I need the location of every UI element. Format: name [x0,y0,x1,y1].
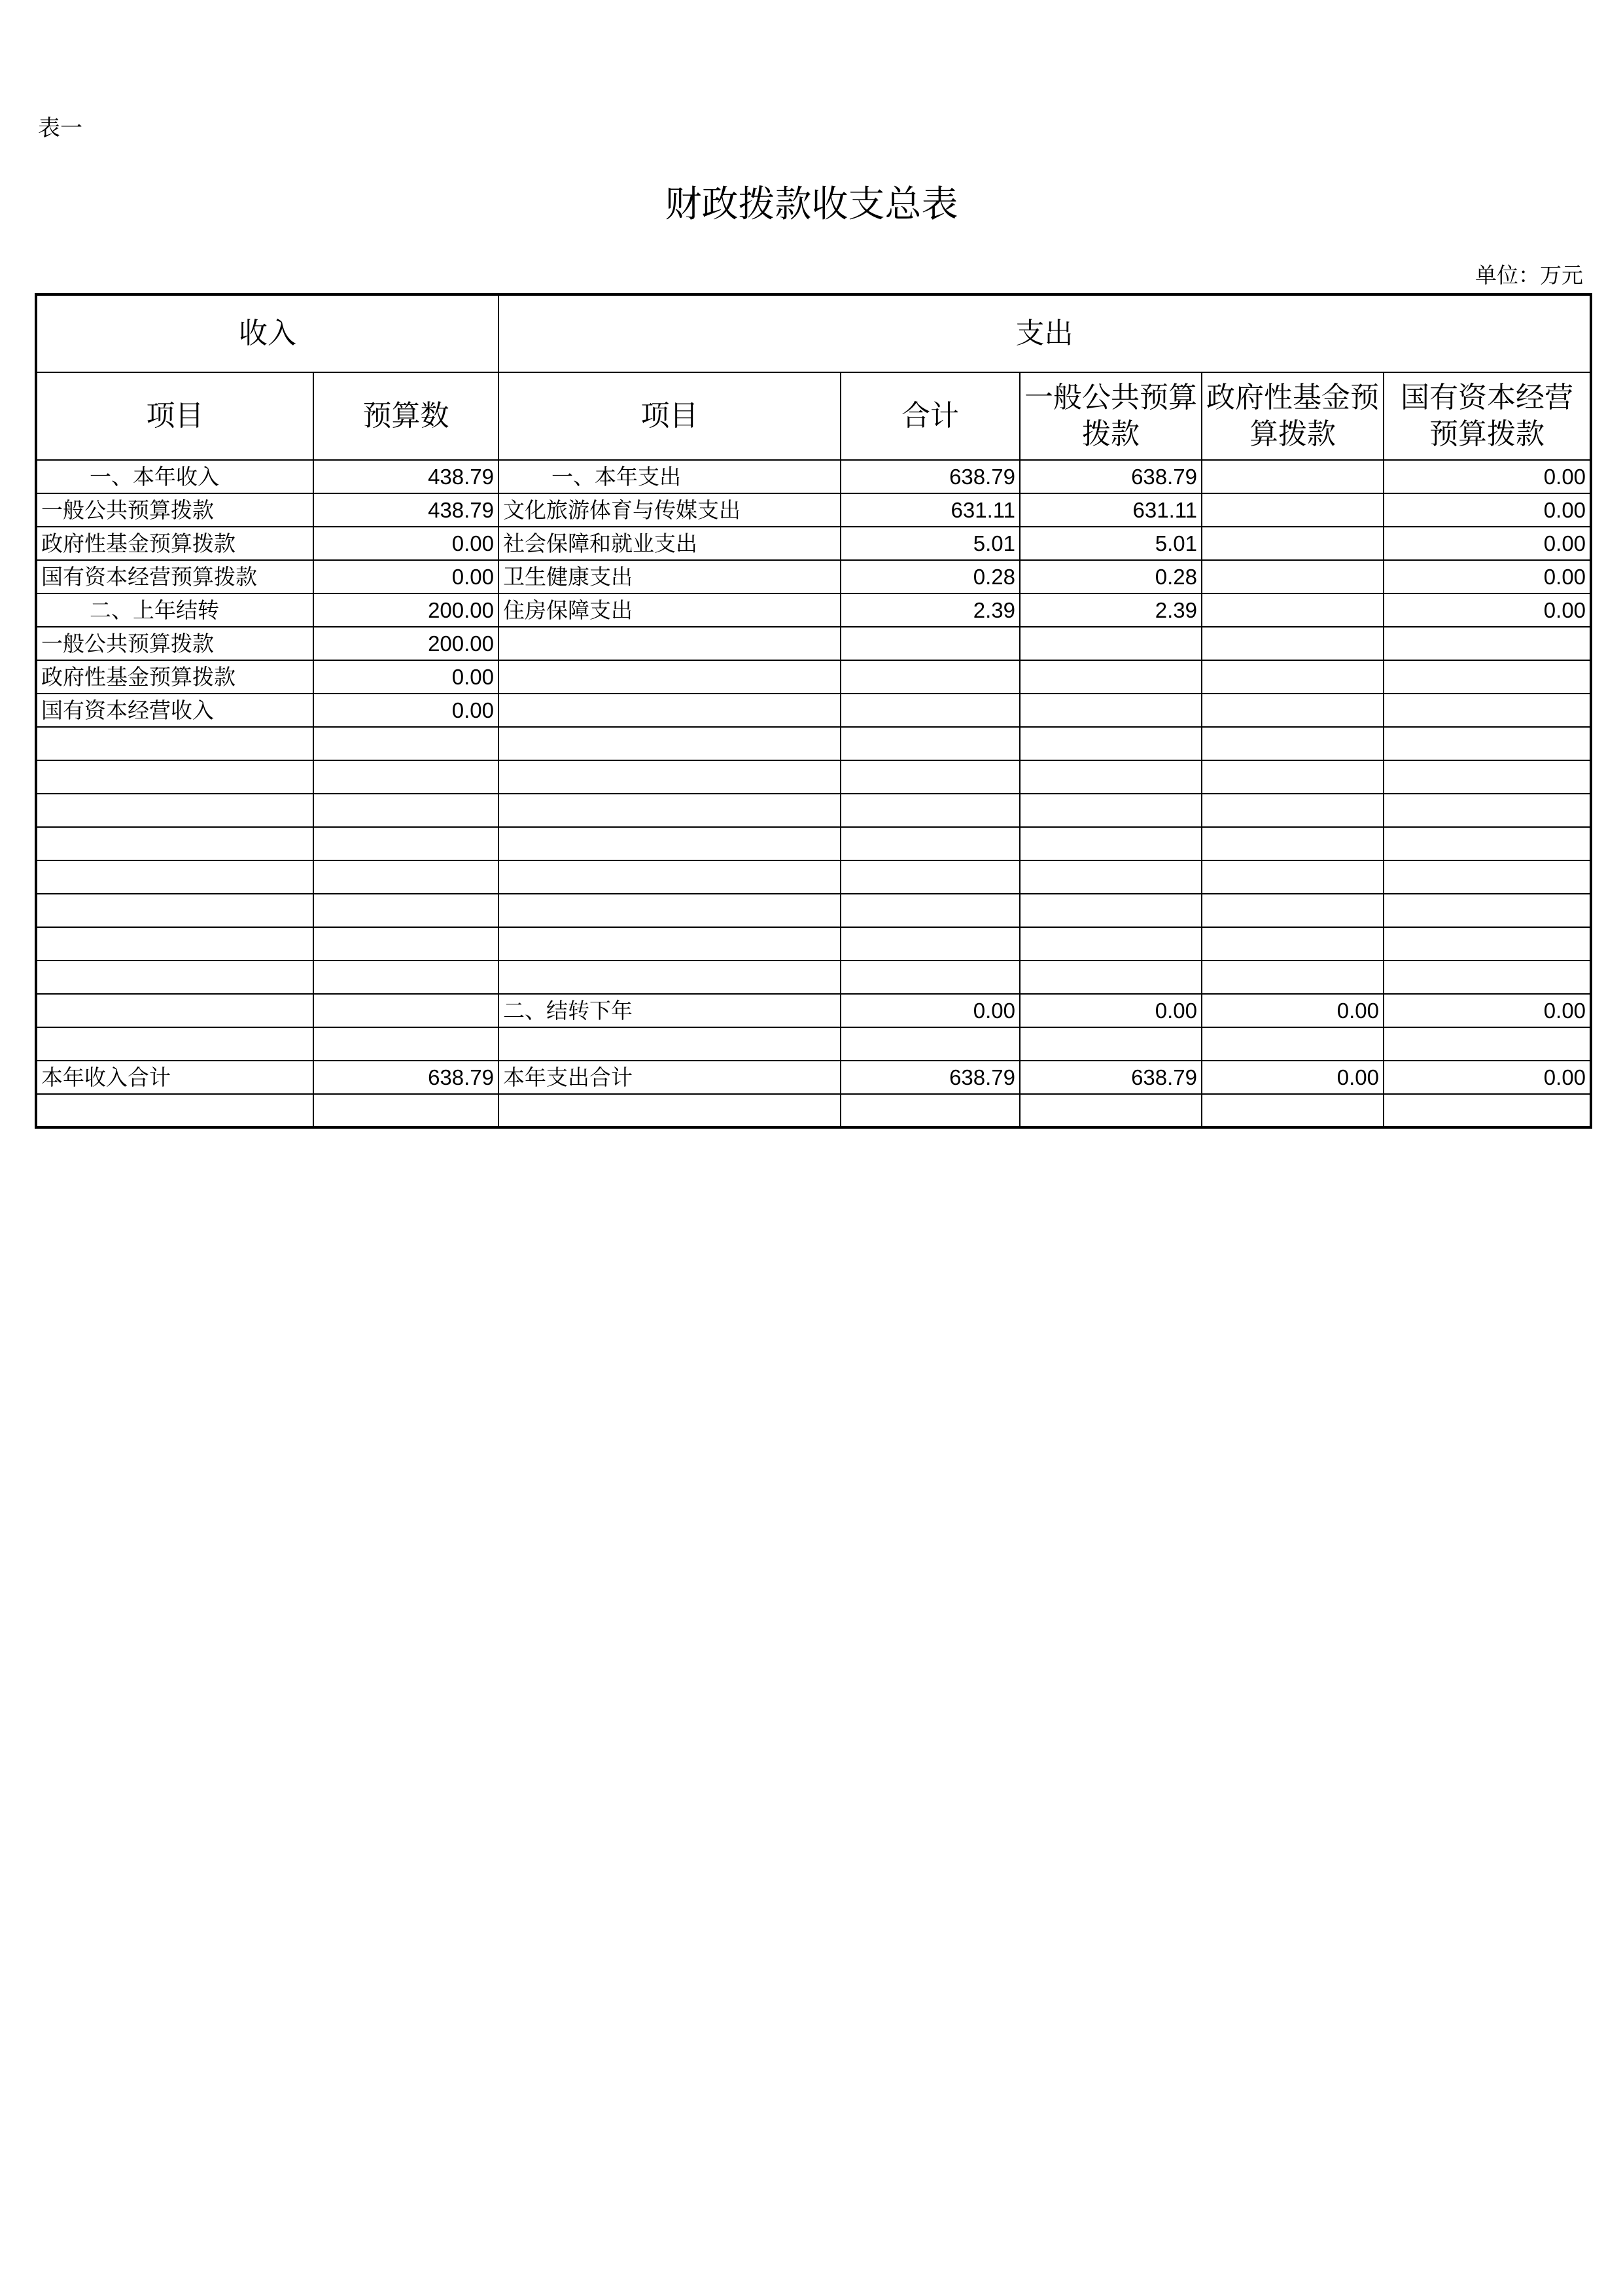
state-capital-cell: 0.00 [1384,1061,1591,1094]
total-cell: 638.79 [841,460,1020,493]
total-cell [841,961,1020,994]
general-public-cell: 2.39 [1020,593,1202,627]
expense-item-cell [498,727,841,760]
expense-item-cell [498,760,841,794]
total-cell: 5.01 [841,527,1020,560]
expense-item-cell [498,694,841,727]
income-item-cell: 二、上年结转 [36,593,313,627]
expense-item-cell: 文化旅游体育与传媒支出 [498,493,841,527]
income-budget-cell: 438.79 [313,460,498,493]
income-budget-cell [313,827,498,860]
total-cell [841,727,1020,760]
income-item-cell [36,961,313,994]
state-capital-cell: 0.00 [1384,560,1591,593]
income-item-cell: 一般公共预算拨款 [36,493,313,527]
general-public-cell: 0.28 [1020,560,1202,593]
income-item-cell: 一般公共预算拨款 [36,627,313,660]
income-budget-cell [313,894,498,927]
table-row [36,827,1591,860]
total-cell [841,927,1020,961]
general-public-cell [1020,1027,1202,1061]
total-cell [841,1027,1020,1061]
table-row [36,560,1591,593]
income-budget-cell [313,760,498,794]
total-cell: 0.00 [841,994,1020,1027]
general-public-cell [1020,794,1202,827]
total-cell [841,660,1020,694]
state-capital-cell [1384,660,1591,694]
gov-fund-cell [1202,961,1384,994]
income-item-cell [36,927,313,961]
state-capital-cell: 0.00 [1384,593,1591,627]
income-budget-cell: 0.00 [313,527,498,560]
general-public-cell: 5.01 [1020,527,1202,560]
state-capital-cell [1384,727,1591,760]
table-row [36,927,1591,961]
general-public-cell [1020,927,1202,961]
general-public-cell [1020,894,1202,927]
column-header-row [36,372,1591,460]
general-public-cell: 631.11 [1020,493,1202,527]
income-item-cell [36,827,313,860]
table-row [36,527,1591,560]
total-cell: 0.28 [841,560,1020,593]
total-cell [841,827,1020,860]
general-public-cell: 0.00 [1020,994,1202,1027]
income-budget-cell [313,961,498,994]
general-public-cell [1020,694,1202,727]
state-capital-cell [1384,627,1591,660]
table-row [36,460,1591,493]
income-budget-cell [313,794,498,827]
table-row [36,961,1591,994]
col-state-capital: 国有资本经营预算拨款 [1384,372,1591,460]
expense-item-cell [498,894,841,927]
col-income-item: 项目 [36,372,313,460]
total-cell [841,894,1020,927]
state-capital-cell: 0.00 [1384,527,1591,560]
gov-fund-cell: 0.00 [1202,1061,1384,1094]
state-capital-cell [1384,1094,1591,1127]
total-cell: 2.39 [841,593,1020,627]
table-label: 表一 [38,115,82,141]
income-budget-cell: 638.79 [313,1061,498,1094]
table-row [36,493,1591,527]
table-row [36,894,1591,927]
income-budget-cell: 200.00 [313,627,498,660]
table-row [36,1061,1591,1094]
table-body [36,460,1591,1127]
gov-fund-cell [1202,894,1384,927]
table-row [36,694,1591,727]
expense-item-cell: 住房保障支出 [498,593,841,627]
total-cell: 631.11 [841,493,1020,527]
state-capital-cell [1384,1027,1591,1061]
unit-label: 单位：万元 [1475,262,1583,288]
general-public-cell [1020,860,1202,894]
general-public-cell: 638.79 [1020,1061,1202,1094]
total-cell [841,1094,1020,1127]
total-cell [841,860,1020,894]
gov-fund-cell [1202,727,1384,760]
state-capital-cell: 0.00 [1384,493,1591,527]
state-capital-cell [1384,827,1591,860]
income-budget-cell: 200.00 [313,593,498,627]
general-public-cell [1020,627,1202,660]
expense-group-header: 支出 [498,294,1591,372]
state-capital-cell: 0.00 [1384,994,1591,1027]
income-item-cell: 国有资本经营收入 [36,694,313,727]
state-capital-cell [1384,961,1591,994]
state-capital-cell [1384,794,1591,827]
general-public-cell [1020,1094,1202,1127]
income-item-cell: 一、本年收入 [36,460,313,493]
col-total: 合计 [841,372,1020,460]
col-expense-item: 项目 [498,372,841,460]
state-capital-cell [1384,694,1591,727]
state-capital-cell [1384,860,1591,894]
expense-item-cell [498,827,841,860]
group-header-row [36,294,1591,372]
page-title: 财政拨款收支总表 [665,183,958,226]
gov-fund-cell [1202,860,1384,894]
expense-item-cell [498,927,841,961]
expense-item-cell [498,627,841,660]
income-item-cell: 本年收入合计 [36,1061,313,1094]
table-row [36,1094,1591,1127]
income-item-cell [36,994,313,1027]
table-row [36,627,1591,660]
income-budget-cell [313,727,498,760]
income-item-cell [36,1027,313,1061]
gov-fund-cell [1202,1094,1384,1127]
state-capital-cell [1384,760,1591,794]
total-cell [841,760,1020,794]
expense-item-cell: 卫生健康支出 [498,560,841,593]
gov-fund-cell [1202,593,1384,627]
income-item-cell [36,1094,313,1127]
income-budget-cell: 0.00 [313,660,498,694]
general-public-cell [1020,760,1202,794]
table-row [36,860,1591,894]
income-budget-cell [313,1027,498,1061]
general-public-cell [1020,827,1202,860]
expense-item-cell: 社会保障和就业支出 [498,527,841,560]
table-row [36,593,1591,627]
expense-item-cell [498,660,841,694]
general-public-cell [1020,660,1202,694]
budget-summary-table [35,293,1592,1129]
col-gov-fund: 政府性基金预算拨款 [1202,372,1384,460]
income-budget-cell [313,927,498,961]
expense-item-cell: 二、结转下年 [498,994,841,1027]
income-item-cell [36,760,313,794]
total-cell [841,694,1020,727]
income-budget-cell: 438.79 [313,493,498,527]
gov-fund-cell [1202,460,1384,493]
expense-item-cell [498,794,841,827]
gov-fund-cell [1202,794,1384,827]
gov-fund-cell [1202,527,1384,560]
income-item-cell: 政府性基金预算拨款 [36,527,313,560]
expense-item-cell [498,1094,841,1127]
table-row [36,727,1591,760]
income-budget-cell [313,1094,498,1127]
expense-item-cell [498,860,841,894]
gov-fund-cell [1202,493,1384,527]
general-public-cell [1020,727,1202,760]
income-budget-cell: 0.00 [313,694,498,727]
state-capital-cell: 0.00 [1384,460,1591,493]
gov-fund-cell [1202,927,1384,961]
income-item-cell [36,727,313,760]
state-capital-cell [1384,927,1591,961]
table-row [36,1027,1591,1061]
gov-fund-cell [1202,694,1384,727]
state-capital-cell [1384,894,1591,927]
expense-item-cell [498,961,841,994]
gov-fund-cell [1202,660,1384,694]
income-budget-cell [313,860,498,894]
income-item-cell: 国有资本经营预算拨款 [36,560,313,593]
table-row [36,994,1591,1027]
total-cell [841,794,1020,827]
table-row [36,794,1591,827]
income-item-cell [36,794,313,827]
total-cell [841,627,1020,660]
income-item-cell: 政府性基金预算拨款 [36,660,313,694]
gov-fund-cell [1202,760,1384,794]
table-row [36,760,1591,794]
gov-fund-cell: 0.00 [1202,994,1384,1027]
gov-fund-cell [1202,627,1384,660]
general-public-cell [1020,961,1202,994]
income-budget-cell: 0.00 [313,560,498,593]
total-cell: 638.79 [841,1061,1020,1094]
income-budget-cell [313,994,498,1027]
income-group-header: 收入 [36,294,498,372]
income-item-cell [36,894,313,927]
income-item-cell [36,860,313,894]
col-income-budget: 预算数 [313,372,498,460]
table-row [36,660,1591,694]
general-public-cell: 638.79 [1020,460,1202,493]
gov-fund-cell [1202,827,1384,860]
expense-item-cell: 本年支出合计 [498,1061,841,1094]
gov-fund-cell [1202,1027,1384,1061]
expense-item-cell: 一、本年支出 [498,460,841,493]
expense-item-cell [498,1027,841,1061]
col-general-public: 一般公共预算拨款 [1020,372,1202,460]
gov-fund-cell [1202,560,1384,593]
